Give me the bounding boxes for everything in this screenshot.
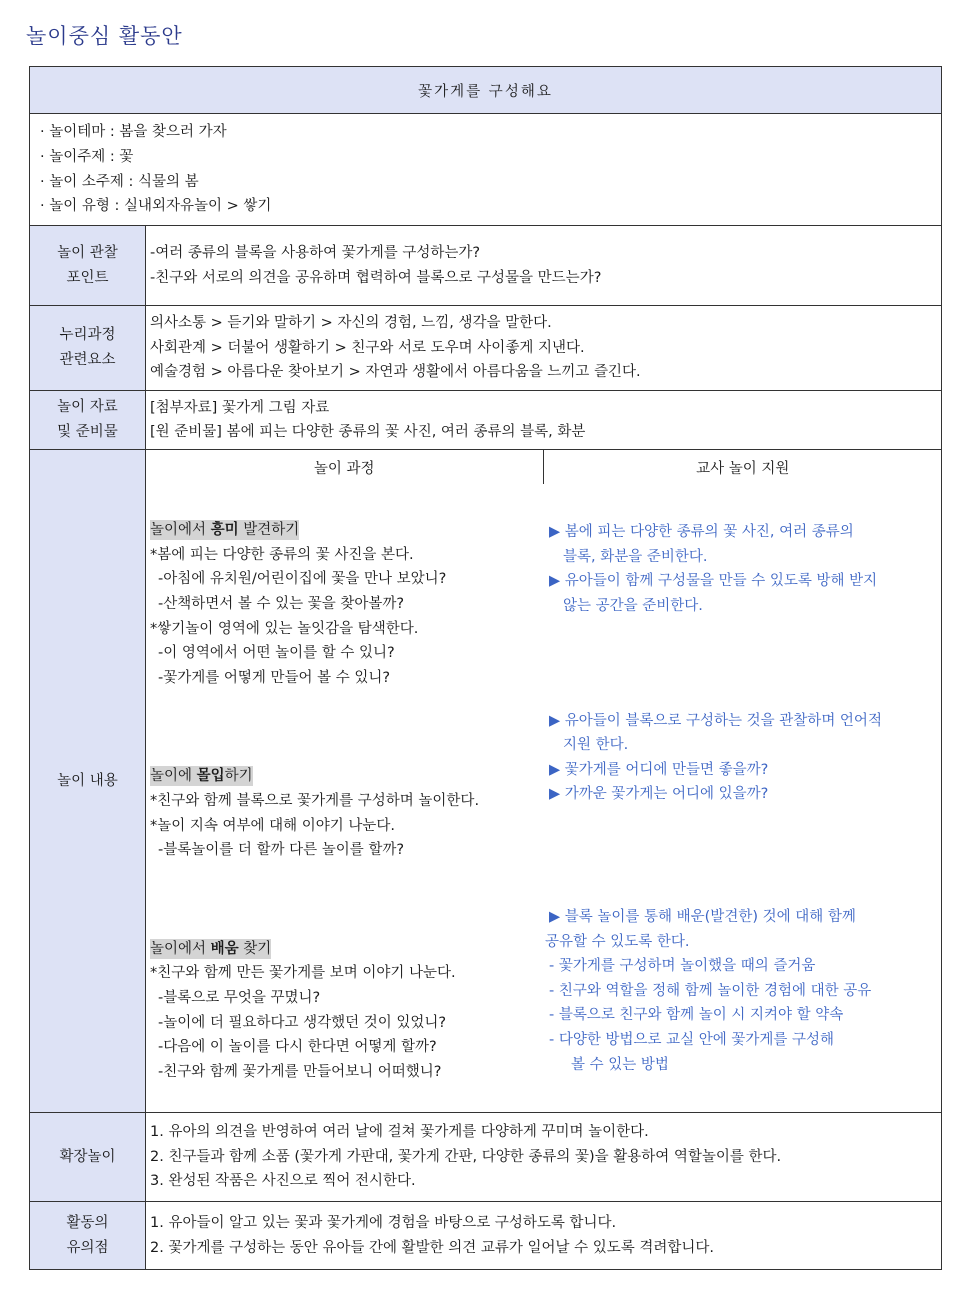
support-line: ▶ 봄에 피는 다양한 종류의 꽃 사진, 여러 종류의 [549,524,854,541]
process-column [146,484,543,1112]
process-line: *친구와 함께 블록으로 꽃가게를 구성하며 놀이한다. [150,792,480,809]
extension-label: 확장놀이 [30,1113,146,1202]
process-section-interest [150,518,543,690]
materials-line: [첨부자료] 꽃가게 그림 자료 [150,399,330,416]
support-line: - 친구와 역할을 정해 함께 놀이한 경험에 대한 공유 [549,982,872,999]
process-section-immersion [150,764,543,862]
notes-line: 2. 꽃가게를 구성하는 동안 유아들 간에 활발한 의견 교류가 일어날 수 있도록 격려합니다. [150,1239,714,1256]
section-heading: 놀이에 몰입하기 [150,768,253,785]
support-line: - 블록으로 친구와 함께 놀이 시 지켜야 할 약속 [549,1007,844,1024]
notes-label: 활동의 유의점 [30,1202,146,1270]
process-line: -친구와 함께 꽃가게를 만들어보니 어떠했니? [158,1063,442,1080]
process-line: *놀이 지속 여부에 대해 이야기 나눈다. [150,817,396,834]
nuri-label: 누리과정 관련요소 [30,306,146,391]
support-line: ▶ 가까운 꽃가게는 어디에 있을까? [549,786,769,803]
plan-header: 꽃가게를 구성해요 [30,67,942,114]
observation-line: -친구와 서로의 의견을 공유하며 협력하여 블록으로 구성물을 만드는가? [150,269,602,286]
section-heading: 놀이에서 배움 찾기 [150,940,272,957]
info-theme: · 놀이테마 : 봄을 찾으러 가자 [40,124,227,140]
info-type: · 놀이 유형 : 실내외자유놀이 > 쌓기 [40,198,272,215]
process-line: -블록놀이를 더 할까 다른 놀이를 할까? [158,842,405,859]
play-info [30,114,942,226]
materials-line: [원 준비물] 봄에 피는 다양한 종류의 꽃 사진, 여러 종류의 블록, 화분 [150,424,586,441]
support-line: - 꽃가게를 구성하며 놀이했을 때의 즐거움 [549,958,816,975]
content-cell [146,450,942,1113]
support-line: ▶ 블록 놀이를 통해 배운(발견한) 것에 대해 함께 [549,908,856,925]
document-title: 놀이중심 활동안 [26,24,183,48]
support-line: ▶ 유아들이 함께 구성물을 만들 수 있도록 방해 받지 [549,573,878,590]
support-section-immersion [549,709,942,807]
support-column-header: 교사 놀이 지원 [696,460,790,477]
process-column-header: 놀이 과정 [146,450,543,484]
support-line: 볼 수 있는 방법 [571,1056,669,1073]
content-label: 놀이 내용 [30,450,146,1113]
observation-points [146,226,942,306]
support-line: 않는 공간을 준비한다. [563,597,703,614]
materials-label: 놀이 자료 및 준비물 [30,391,146,450]
support-section-learning [545,905,942,1077]
process-line: *친구와 함께 만든 꽃가게를 보며 이야기 나눈다. [150,965,456,982]
extension-play [146,1113,942,1202]
process-line: -놀이에 더 필요하다고 생각했던 것이 있었니? [158,1014,447,1031]
support-line: - 다양한 방법으로 교실 안에 꽃가게를 구성해 [549,1031,835,1048]
process-line: -아침에 유치원/어린이집에 꽃을 만나 보았니? [158,571,447,588]
observation-line: -여러 종류의 블록을 사용하여 꽃가게를 구성하는가? [150,245,481,262]
info-topic: · 놀이주제 : 꽃 [40,148,134,165]
observation-label: 놀이 관찰 포인트 [30,226,146,306]
process-section-learning [150,937,543,1085]
support-line: ▶ 유아들이 블록으로 구성하는 것을 관찰하며 언어적 [549,712,882,729]
process-line: *봄에 피는 다양한 종류의 꽃 사진을 본다. [150,546,414,563]
process-line: -다음에 이 놀이를 다시 한다면 어떻게 할까? [158,1039,437,1056]
materials-list [146,391,942,450]
nuri-line: 예술경험 > 아름다운 찾아보기 > 자연과 생활에서 아름다움을 느끼고 즐긴다. [150,364,641,381]
notes-line: 1. 유아들이 알고 있는 꽃과 꽃가게에 경험을 바탕으로 구성하도록 합니다. [150,1215,617,1232]
activity-plan-table [29,66,942,1270]
support-line: ▶ 꽃가게를 어디에 만들면 좋을까? [549,761,769,778]
process-line: -이 영역에서 어떤 놀이를 할 수 있니? [158,645,395,662]
process-line: -블록으로 무엇을 꾸몄니? [158,989,321,1006]
nuri-elements [146,306,942,391]
section-heading: 놀이에서 흥미 발견하기 [150,522,300,539]
support-line: 공유할 수 있도록 한다. [545,933,690,950]
process-line: *쌓기놀이 영역에 있는 놀잇감을 탐색한다. [150,620,419,637]
process-line: -꽃가게를 어떻게 만들어 볼 수 있니? [158,669,391,686]
support-line: 블록, 화분을 준비한다. [563,548,708,565]
extension-line: 3. 완성된 작품은 사진으로 찍어 전시한다. [150,1173,416,1190]
nuri-line: 의사소통 > 듣기와 말하기 > 자신의 경험, 느낌, 생각을 말한다. [150,315,552,332]
support-section-interest [549,520,942,618]
support-line: 지원 한다. [563,737,629,754]
content-inner-table [146,450,942,1112]
info-subtopic: · 놀이 소주제 : 식물의 봄 [40,173,199,190]
nuri-line: 사회관계 > 더불어 생활하기 > 친구와 서로 도우며 사이좋게 지낸다. [150,339,585,356]
extension-line: 1. 유아의 의견을 반영하여 여러 날에 걸쳐 꽃가게를 다양하게 꾸미며 놀이한다. [150,1124,649,1141]
extension-line: 2. 친구들과 함께 소품 (꽃가게 가판대, 꽃가게 간판, 다양한 종류의 꽃)을 활용하여 역할놀이를 한다. [150,1148,782,1165]
process-line: -산책하면서 볼 수 있는 꽃을 찾아볼까? [158,595,405,612]
support-column [543,484,942,1112]
activity-notes [146,1202,942,1270]
